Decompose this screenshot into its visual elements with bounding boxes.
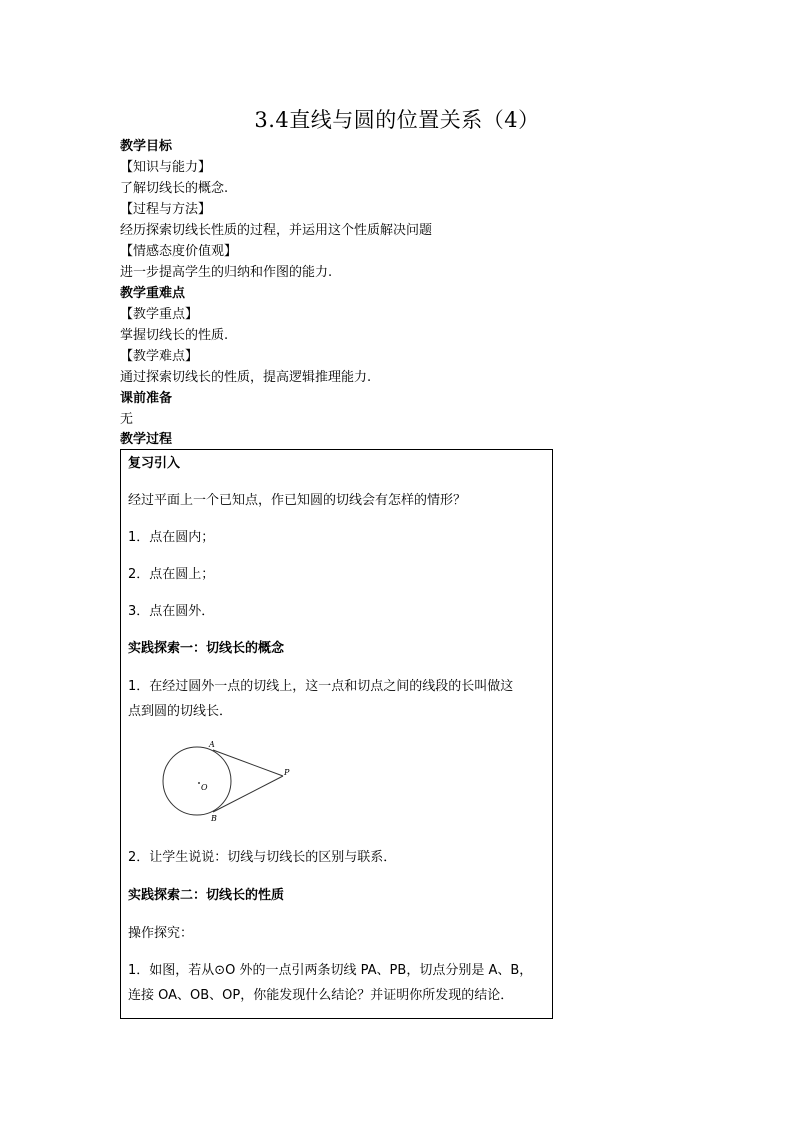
case-3: 3．点在圆外． [128,604,215,619]
prep-heading: 课前准备 [120,391,173,406]
case-2: 2．点在圆上； [128,567,215,582]
tangent-pa [213,750,283,776]
goals-heading: 教学目标 [120,139,173,154]
keypoints-heading: 教学重难点 [120,286,186,301]
page-title: 3.4直线与圆的位置关系（4） [254,108,540,132]
explore1-text-line1: 1．在经过圆外一点的切线上，这一点和切点之间的线段的长叫做这 [128,679,514,694]
tangent-pb [213,776,283,812]
prep-text: 无 [120,412,134,427]
explore2-text-line1: 1．如图，若从⊙O 外的一点引两条切线 PA、PB，切点分别是 A、B， [128,963,533,978]
label-p: P [284,768,290,777]
knowledge-text: 了解切线长的概念. [120,181,229,196]
teaching-process-heading: 教学过程 [120,432,173,447]
difficulty-text: 通过探索切线长的性质，提高逻辑推理能力. [120,370,372,385]
explore2-text-line2: 连接 OA、OB、OP，你能发现什么结论？并证明你所发现的结论． [128,988,514,1003]
label-o: O [201,783,208,792]
process-tag: 【过程与方法】 [120,202,212,217]
review-question: 经过平面上一个已知点，作已知圆的切线会有怎样的情形？ [128,493,467,508]
review-heading: 复习引入 [128,456,181,471]
process-text: 经历探索切线长性质的过程，并运用这个性质解决问题 [120,223,433,238]
operation-label: 操作探究： [128,926,194,941]
teaching-process-box [120,449,553,1019]
tangent-figure [161,735,301,825]
label-a: A [209,740,215,749]
explore2-heading: 实践探索二：切线长的性质 [128,888,285,903]
circle-o [163,747,231,815]
center-point [198,782,200,784]
emotion-text: 进一步提高学生的归纳和作图的能力. [120,265,333,280]
explore1-text-line2: 点到圆的切线长． [128,704,233,719]
knowledge-tag: 【知识与能力】 [120,160,212,175]
explore1-item2: 2．让学生说说：切线与切线长的区别与联系． [128,850,397,865]
key-text: 掌握切线长的性质. [120,328,229,343]
label-b: B [211,814,217,823]
difficulty-tag: 【教学难点】 [120,349,199,364]
case-1: 1．点在圆内； [128,530,215,545]
explore1-heading: 实践探索一：切线长的概念 [128,641,285,656]
emotion-tag: 【情感态度价值观】 [120,244,238,259]
key-tag: 【教学重点】 [120,307,199,322]
